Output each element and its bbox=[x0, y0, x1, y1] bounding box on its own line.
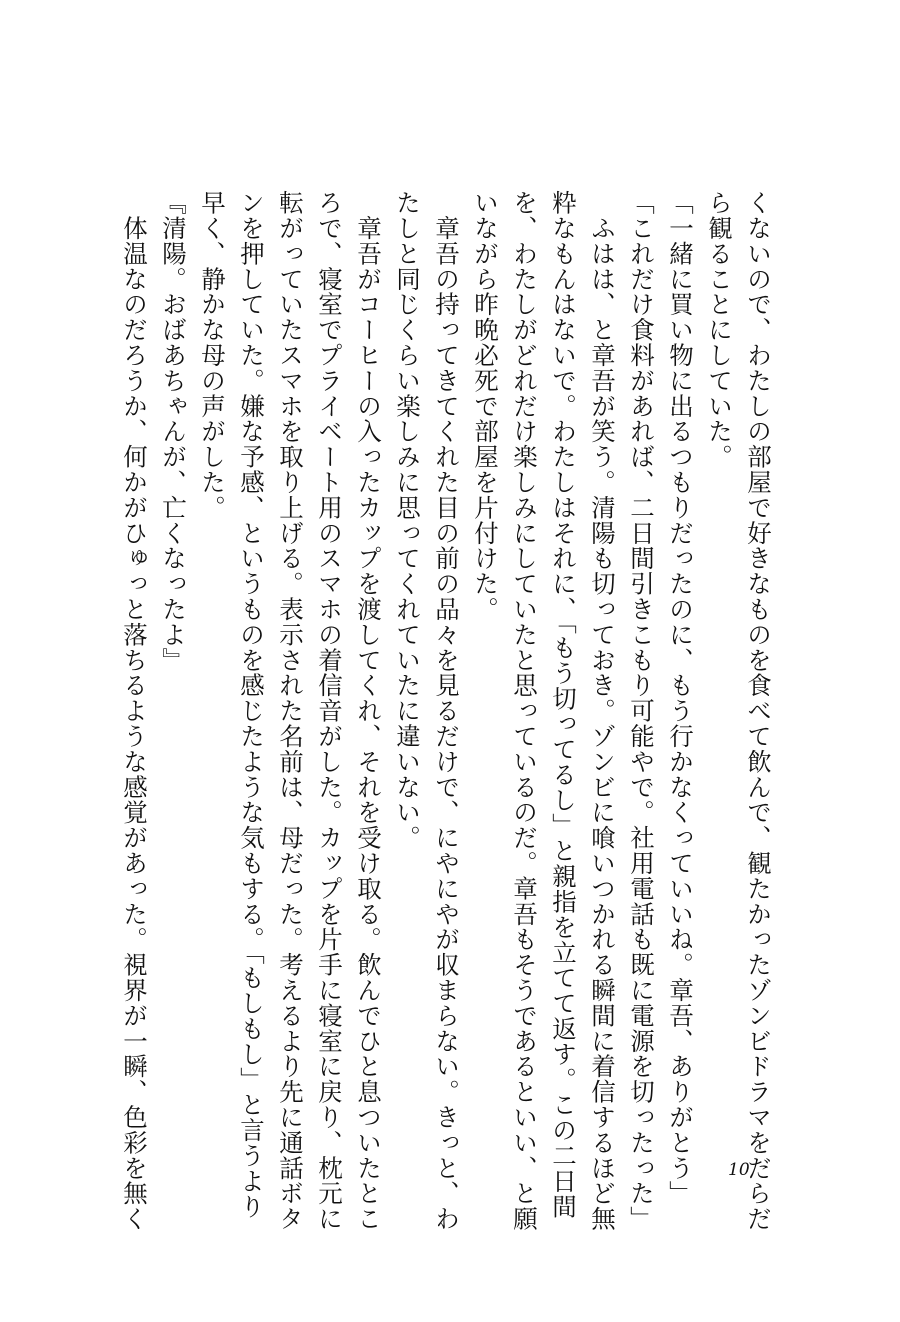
page-number: 10 bbox=[728, 1160, 750, 1180]
text-line: 章吾がコーヒーの入ったカップを渡してくれ、それを受け取る。飲んでひと息ついたとこ bbox=[354, 190, 383, 1232]
text-line: ンを押していた。嫌な予感、というものを感じたような気もする。「もしもし」と言うより bbox=[237, 190, 266, 1220]
text-line: 『清陽。おばあちゃんが、亡くなったよ』 bbox=[159, 190, 188, 673]
text-line: ふはは、と章吾が笑う。清陽も切っておき。ゾンビに喰いつかれる瞬間に着信するほど無 bbox=[588, 190, 617, 1232]
text-line: 粋なもんはないで。わたしはそれに、「もう切ってるし」と親指を立てて返す。この二日間 bbox=[549, 190, 578, 1220]
text-line: 「一緒に買い物に出るつもりだったのに、もう行かなくっていいね。章吾、ありがとう」 bbox=[666, 190, 695, 1206]
text-line: 体温なのだろうか、何かがひゅっと落ちるような感覚があった。視界が一瞬、色彩を無く bbox=[120, 190, 149, 1232]
text-line: 早く、静かな母の声がした。 bbox=[198, 190, 227, 521]
text-line: を、わたしがどれだけ楽しみにしていたと思っているのだ。章吾もそうであるといい、と願 bbox=[510, 190, 539, 1232]
text-line: いながら昨晩必死で部屋を片付けた。 bbox=[471, 190, 500, 622]
text-line: 転がっていたスマホを取り上げる。表示された名前は、母だった。考えるより先に通話ボタ bbox=[276, 190, 305, 1232]
text-line: ろで、寝室でプライベート用のスマホの着信音がした。カップを片手に寝室に戻り、枕元に bbox=[315, 190, 344, 1232]
text-line: 章吾の持ってきてくれた目の前の品々を見るだけで、にやにやが収まらない。きっと、わ bbox=[432, 190, 461, 1232]
text-line: たしと同じくらい楽しみに思ってくれていたに違いない。 bbox=[393, 190, 422, 851]
text-line: くないので、わたしの部屋で好きなものを食べて飲んで、観たかったゾンビドラマをだらだ bbox=[744, 190, 773, 1232]
text-line: 「これだけ食料があれば、二日間引きこもり可能やで。社用電話も既に電源を切ったった」 bbox=[627, 190, 656, 1232]
text-line: ら観ることにしていた。 bbox=[705, 190, 734, 470]
